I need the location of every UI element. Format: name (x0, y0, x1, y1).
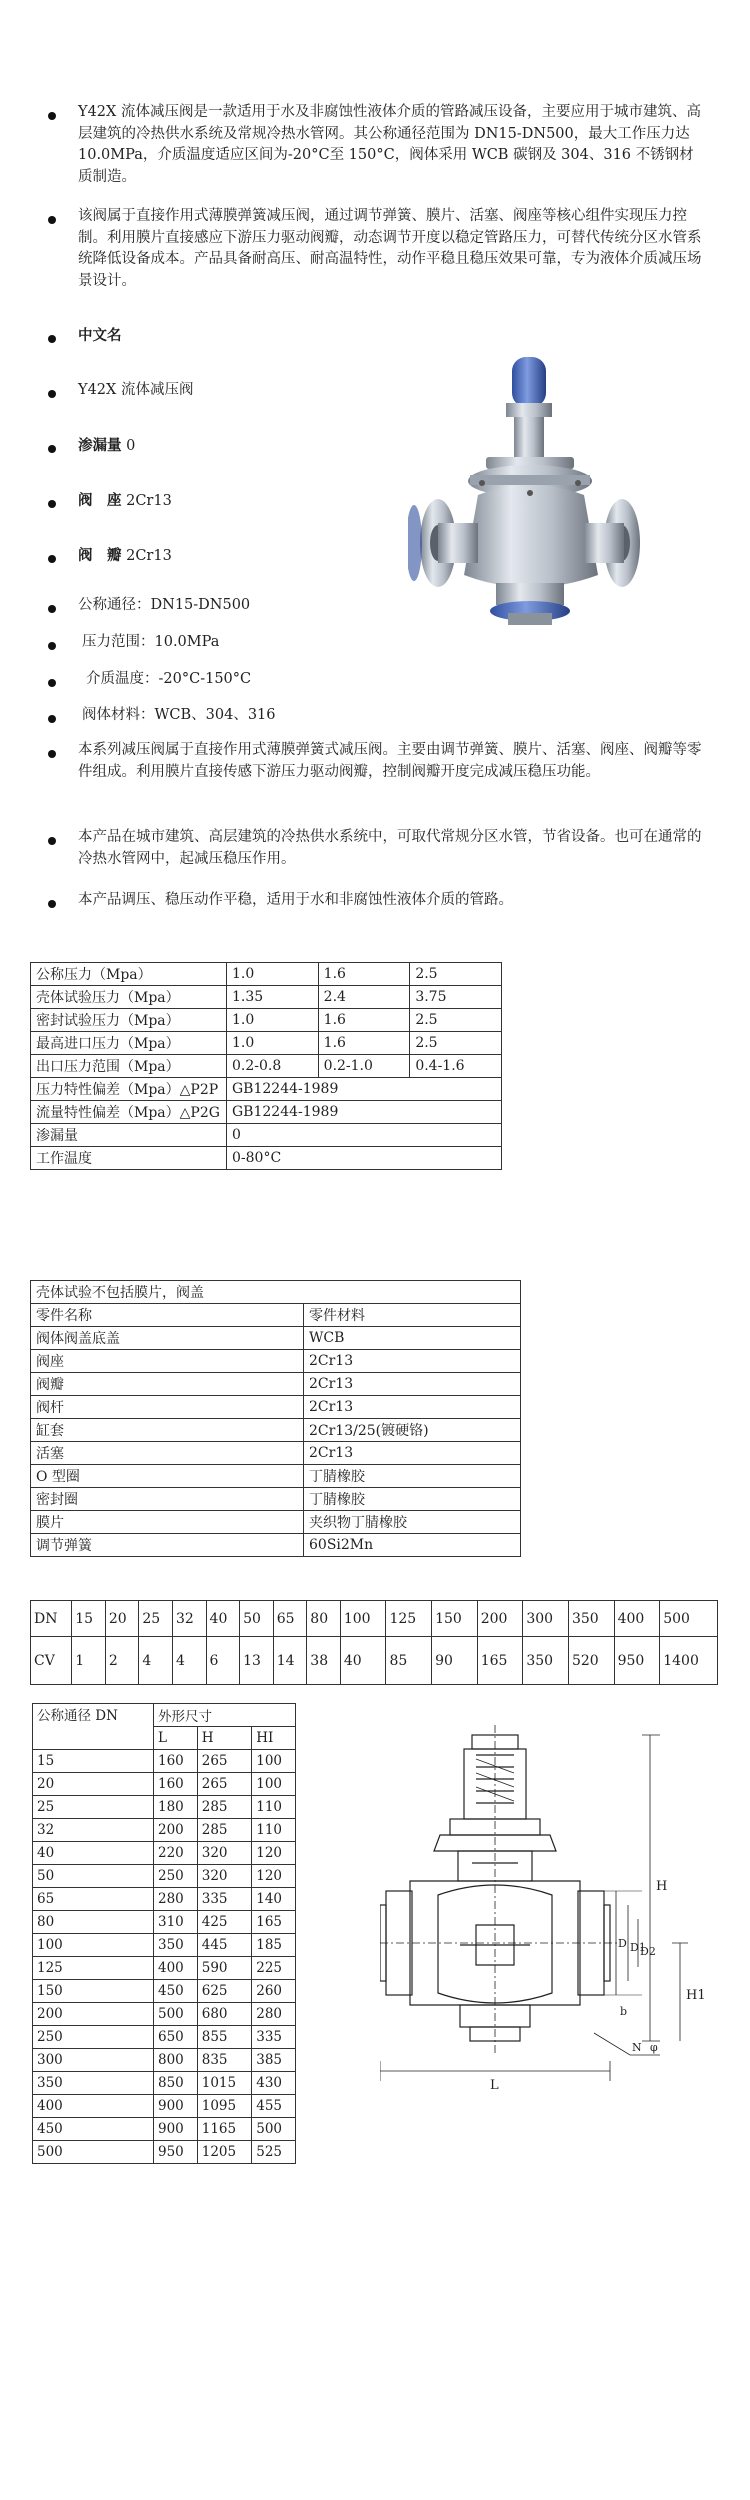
table-cell: 430 (252, 2072, 296, 2095)
label-b: b (620, 2005, 628, 2018)
table-row (31, 1373, 521, 1396)
cv-value: 13 (240, 1637, 274, 1685)
dn-value: 300 (523, 1601, 569, 1637)
table-cell: 500 (154, 2003, 198, 2026)
table-cell: 680 (197, 2003, 252, 2026)
table-row (31, 1396, 521, 1419)
cv-value: 40 (340, 1637, 386, 1685)
table-row (33, 2003, 296, 2026)
bullet-dot (48, 555, 56, 563)
table-row (31, 1032, 502, 1055)
table-row (33, 2141, 296, 2164)
dn-value: 150 (432, 1601, 478, 1637)
table-cell: 850 (154, 2072, 198, 2095)
table-cell: 950 (154, 2141, 198, 2164)
table-cell: 65 (33, 1888, 154, 1911)
label-H: H (656, 1879, 668, 1894)
table-cell: 285 (197, 1819, 252, 1842)
cv-value: 1 (72, 1637, 106, 1685)
intro-paragraph-2: 该阀属于直接作用式薄膜弹簧减压阀，通过调节弹簧、膜片、活塞、阀座等核心组件实现压力控制。利用膜片直接感应下游压力驱动阀瓣，动态调节开度以稳定管路压力，可替代传统分区水管系统降低设备成本。产品具备耐高压、耐高温特性，动作平稳且稳压效果可靠，专为液体介质减压场景设计。 (78, 208, 702, 289)
part-material: 2Cr13/25(镀硬铬) (304, 1419, 521, 1442)
table-cell: 50 (33, 1865, 154, 1888)
table-cell: 20 (33, 1773, 154, 1796)
disc-label: 阀 瓣 (78, 547, 122, 564)
bullet-dot (48, 642, 56, 650)
table-cell: 310 (154, 1911, 198, 1934)
table-cell: 500 (252, 2118, 296, 2141)
cv-flow-table (30, 1600, 718, 1685)
seat-value: 2Cr13 (126, 493, 172, 509)
table-cell: 1.6 (318, 1032, 410, 1055)
table-cell: 220 (154, 1842, 198, 1865)
table-row (31, 1601, 718, 1637)
table-cell: 400 (154, 1957, 198, 1980)
table-row (31, 1055, 502, 1078)
dn-value: 15 (72, 1601, 106, 1637)
part-name: 活塞 (31, 1442, 304, 1465)
part-material: 丁腈橡胶 (304, 1488, 521, 1511)
table-cell: 1205 (197, 2141, 252, 2164)
dn-value: 32 (172, 1601, 206, 1637)
table-cell: 320 (197, 1842, 252, 1865)
label-D2: D2 (640, 1945, 656, 1958)
table-cell: 200 (154, 1819, 198, 1842)
table-row (31, 1147, 502, 1170)
pressure-range: 压力范围：10.0MPa (82, 634, 220, 650)
table-cell: 2.4 (318, 986, 410, 1009)
table-row (31, 1078, 502, 1101)
row-label: 最高进口压力（Mpa） (31, 1032, 227, 1055)
table-row (31, 1009, 502, 1032)
cn-name-label: 中文名 (78, 327, 122, 344)
part-name: 阀座 (31, 1350, 304, 1373)
table-cell: 110 (252, 1796, 296, 1819)
table-cell: 525 (252, 2141, 296, 2164)
leak-value: 0 (126, 438, 136, 454)
table-row (33, 1842, 296, 1865)
table-row (31, 1419, 521, 1442)
table-header-row (31, 1304, 521, 1327)
table-cell: 120 (252, 1865, 296, 1888)
column-header: L (154, 1727, 198, 1750)
table-cell: 150 (33, 1980, 154, 2003)
body-material: 阀体材料：WCB、304、316 (82, 707, 276, 723)
table-cell: 0.2-1.0 (318, 1055, 410, 1078)
table-cell: 165 (252, 1911, 296, 1934)
description-paragraph-3: 本产品调压、稳压动作平稳，适用于水和非腐蚀性液体介质的管路。 (78, 892, 513, 908)
row-label: 压力特性偏差（Mpa）△P2P (31, 1078, 227, 1101)
table-row (31, 1511, 521, 1534)
table-cell: 80 (33, 1911, 154, 1934)
description-paragraph-2: 本产品在城市建筑、高层建筑的冷热供水系统中，可取代常规分区水管，节省设备。也可在通常的冷热水管网中，起减压稳压作用。 (78, 829, 702, 867)
table-cell: 285 (197, 1796, 252, 1819)
cv-value: 6 (206, 1637, 240, 1685)
table-cell: 280 (252, 2003, 296, 2026)
table-cell: 110 (252, 1819, 296, 1842)
table-cell: 445 (197, 1934, 252, 1957)
table-cell: 1.6 (318, 1009, 410, 1032)
cv-value: 38 (307, 1637, 341, 1685)
seat-item (78, 490, 172, 513)
table-cell: 260 (252, 1980, 296, 2003)
dn-value: 25 (139, 1601, 173, 1637)
valve-dimension-drawing (380, 1715, 725, 2155)
table-cell: 250 (33, 2026, 154, 2049)
table-row (33, 1934, 296, 1957)
dn-value: 100 (340, 1601, 386, 1637)
table-cell: GB12244-1989 (227, 1101, 502, 1124)
column-header: HI (252, 1727, 296, 1750)
table-cell: 900 (154, 2118, 198, 2141)
table-cell: 335 (197, 1888, 252, 1911)
label-D1: D1 (630, 1941, 646, 1954)
table-cell: 450 (154, 1980, 198, 2003)
table-cell: GB12244-1989 (227, 1078, 502, 1101)
row-label: 公称压力（Mpa） (31, 963, 227, 986)
table-cell: 1.0 (227, 1032, 319, 1055)
leak-label: 渗漏量 (78, 437, 122, 454)
table-row (33, 1980, 296, 2003)
part-name: O 型圈 (31, 1465, 304, 1488)
table-cell: 180 (154, 1796, 198, 1819)
seat-label: 阀 座 (78, 492, 122, 509)
table-cell: 900 (154, 2095, 198, 2118)
table-cell: 455 (252, 2095, 296, 2118)
table-cell: 140 (252, 1888, 296, 1911)
part-name: 调节弹簧 (31, 1534, 304, 1557)
table-cell: 320 (197, 1865, 252, 1888)
table-cell: 1095 (197, 2095, 252, 2118)
table-cell: 500 (33, 2141, 154, 2164)
table-row (33, 1750, 296, 1773)
part-name: 膜片 (31, 1511, 304, 1534)
table-cell: 100 (33, 1934, 154, 1957)
column-header: 公称通径 DN (33, 1704, 154, 1750)
table-row (33, 2095, 296, 2118)
label-H1: H1 (686, 1988, 706, 2003)
table-cell: 1.35 (227, 986, 319, 1009)
cn-name-value: Y42X 流体减压阀 (78, 382, 194, 398)
table-row (33, 1911, 296, 1934)
parts-material-table (30, 1280, 521, 1557)
part-material: 60Si2Mn (304, 1534, 521, 1557)
bullet-dot (48, 679, 56, 687)
medium-temperature: 介质温度：-20°C-150°C (86, 671, 252, 687)
table-row (31, 1488, 521, 1511)
bullet-dot (48, 390, 56, 398)
part-material: 夹织物丁腈橡胶 (304, 1511, 521, 1534)
cv-value: 2 (105, 1637, 139, 1685)
column-header: 外形尺寸 (154, 1704, 296, 1727)
column-header: H (197, 1727, 252, 1750)
table-cell: 450 (33, 2118, 154, 2141)
table-title-row (31, 1281, 521, 1304)
table-cell: 0-80°C (227, 1147, 502, 1170)
part-name: 阀瓣 (31, 1373, 304, 1396)
label-phi: φ (650, 2041, 658, 2054)
table-cell: 280 (154, 1888, 198, 1911)
bullet-dot (48, 216, 56, 224)
table-cell: 100 (252, 1750, 296, 1773)
table-cell: 650 (154, 2026, 198, 2049)
part-material: 2Cr13 (304, 1373, 521, 1396)
cv-value: 1400 (660, 1637, 718, 1685)
valve-product-photo (408, 355, 658, 635)
disc-value: 2Cr13 (126, 548, 172, 564)
table-cell: 225 (252, 1957, 296, 1980)
table-cell: 625 (197, 1980, 252, 2003)
table-row (31, 1442, 521, 1465)
dn-value: 200 (477, 1601, 523, 1637)
cv-value: 4 (139, 1637, 173, 1685)
table-row (33, 1796, 296, 1819)
table-row (33, 2049, 296, 2072)
cv-value: 85 (386, 1637, 432, 1685)
part-name: 阀杆 (31, 1396, 304, 1419)
table-cell: 25 (33, 1796, 154, 1819)
bullet-dot (48, 445, 56, 453)
table-cell: 120 (252, 1842, 296, 1865)
table-cell: 160 (154, 1750, 198, 1773)
table-cell: 350 (33, 2072, 154, 2095)
table-row (31, 1465, 521, 1488)
table-cell: 125 (33, 1957, 154, 1980)
table-cell: 855 (197, 2026, 252, 2049)
dn-value: 40 (206, 1601, 240, 1637)
table-cell: 335 (252, 2026, 296, 2049)
table-cell: 200 (33, 2003, 154, 2026)
table-cell: 590 (197, 1957, 252, 1980)
table-row (33, 2026, 296, 2049)
dn-value: 350 (568, 1601, 614, 1637)
table-cell: 1.0 (227, 1009, 319, 1032)
table-cell: 385 (252, 2049, 296, 2072)
table-title: 壳体试验不包括膜片，阀盖 (31, 1281, 521, 1304)
table-cell: 265 (197, 1773, 252, 1796)
bullet-dot (48, 605, 56, 613)
row-label: 出口压力范围（Mpa） (31, 1055, 227, 1078)
table-row (31, 1637, 718, 1685)
table-cell: 2.5 (410, 1032, 502, 1055)
table-cell: 1015 (197, 2072, 252, 2095)
table-cell: 32 (33, 1819, 154, 1842)
table-row (33, 1819, 296, 1842)
table-cell: 425 (197, 1911, 252, 1934)
pressure-parameters-table (30, 962, 502, 1170)
table-cell: 300 (33, 2049, 154, 2072)
bullet-dot (48, 500, 56, 508)
table-row (33, 1888, 296, 1911)
table-cell: 40 (33, 1842, 154, 1865)
cv-value: 950 (614, 1637, 660, 1685)
cv-value: 90 (432, 1637, 478, 1685)
bullet-dot (48, 900, 56, 908)
table-row (33, 2118, 296, 2141)
cv-value: 14 (273, 1637, 307, 1685)
label-N: N (632, 2041, 642, 2054)
cv-value: 520 (568, 1637, 614, 1685)
table-cell: 0 (227, 1124, 502, 1147)
table-cell: 835 (197, 2049, 252, 2072)
dn-value: 50 (240, 1601, 274, 1637)
part-material: 2Cr13 (304, 1442, 521, 1465)
row-label: 密封试验压力（Mpa） (31, 1009, 227, 1032)
table-row (31, 1101, 502, 1124)
row-label: 渗漏量 (31, 1124, 227, 1147)
dn-range: 公称通径：DN15-DN500 (78, 597, 251, 613)
table-cell: 1165 (197, 2118, 252, 2141)
table-row (31, 1534, 521, 1557)
bullet-dot (48, 750, 56, 758)
table-cell: 400 (33, 2095, 154, 2118)
row-label: 壳体试验压力（Mpa） (31, 986, 227, 1009)
column-header: 零件名称 (31, 1304, 304, 1327)
table-cell: 185 (252, 1934, 296, 1957)
table-cell: 0.4-1.6 (410, 1055, 502, 1078)
table-cell: 1.6 (318, 963, 410, 986)
table-cell: 15 (33, 1750, 154, 1773)
table-row (31, 986, 502, 1009)
table-row (33, 1773, 296, 1796)
row-label: 流量特性偏差（Mpa）△P2G (31, 1101, 227, 1124)
part-material: 2Cr13 (304, 1396, 521, 1419)
table-cell: 800 (154, 2049, 198, 2072)
table-row (33, 2072, 296, 2095)
table-cell: 0.2-0.8 (227, 1055, 319, 1078)
leak-item (78, 435, 135, 458)
bullet-dot (48, 335, 56, 343)
description-paragraph-1: 本系列减压阀属于直接作用式薄膜弹簧式减压阀。主要由调节弹簧、膜片、活塞、阀座、阀瓣等零件组成。利用膜片直接传感下游压力驱动阀瓣，控制阀瓣开度完成减压稳压功能。 (78, 742, 702, 780)
part-material: WCB (304, 1327, 521, 1350)
cv-value: 165 (477, 1637, 523, 1685)
table-row (33, 1865, 296, 1888)
part-name: 密封圈 (31, 1488, 304, 1511)
table-cell: 2.5 (410, 1009, 502, 1032)
part-material: 2Cr13 (304, 1350, 521, 1373)
table-header-row (33, 1704, 296, 1727)
dimensions-table (32, 1703, 296, 2164)
row-label: CV (31, 1637, 72, 1685)
table-row (33, 1957, 296, 1980)
bullet-dot (48, 715, 56, 723)
row-label: DN (31, 1601, 72, 1637)
table-cell: 1.0 (227, 963, 319, 986)
label-D: D (618, 1937, 627, 1950)
table-cell: 3.75 (410, 986, 502, 1009)
table-cell: 100 (252, 1773, 296, 1796)
row-label: 工作温度 (31, 1147, 227, 1170)
part-name: 缸套 (31, 1419, 304, 1442)
table-cell: 160 (154, 1773, 198, 1796)
table-row (31, 1327, 521, 1350)
table-row (31, 1350, 521, 1373)
cv-value: 350 (523, 1637, 569, 1685)
table-cell: 250 (154, 1865, 198, 1888)
dn-value: 125 (386, 1601, 432, 1637)
table-cell: 2.5 (410, 963, 502, 986)
label-L: L (490, 2078, 499, 2093)
part-material: 丁腈橡胶 (304, 1465, 521, 1488)
dn-value: 80 (307, 1601, 341, 1637)
bullet-dot (48, 837, 56, 845)
dn-value: 65 (273, 1601, 307, 1637)
column-header: 零件材料 (304, 1304, 521, 1327)
dn-value: 400 (614, 1601, 660, 1637)
table-cell: 350 (154, 1934, 198, 1957)
cv-value: 4 (172, 1637, 206, 1685)
table-cell: 265 (197, 1750, 252, 1773)
dn-value: 20 (105, 1601, 139, 1637)
table-row (31, 963, 502, 986)
part-name: 阀体阀盖底盖 (31, 1327, 304, 1350)
table-row (31, 1124, 502, 1147)
dn-value: 500 (660, 1601, 718, 1637)
intro-paragraph-1: Y42X 流体减压阀是一款适用于水及非腐蚀性液体介质的管路减压设备，主要应用于城市建筑、高层建筑的冷热供水系统及常规冷热水管网。其公称通径范围为 DN15-DN500，最大工作压力达 10.0MPa，介质温度适应区间为-20°C至 150°C，阀体采用 WCB 碳钢及 304、316 不锈钢材质制造。 (78, 104, 701, 185)
disc-item (78, 545, 172, 568)
bullet-dot (48, 112, 56, 120)
